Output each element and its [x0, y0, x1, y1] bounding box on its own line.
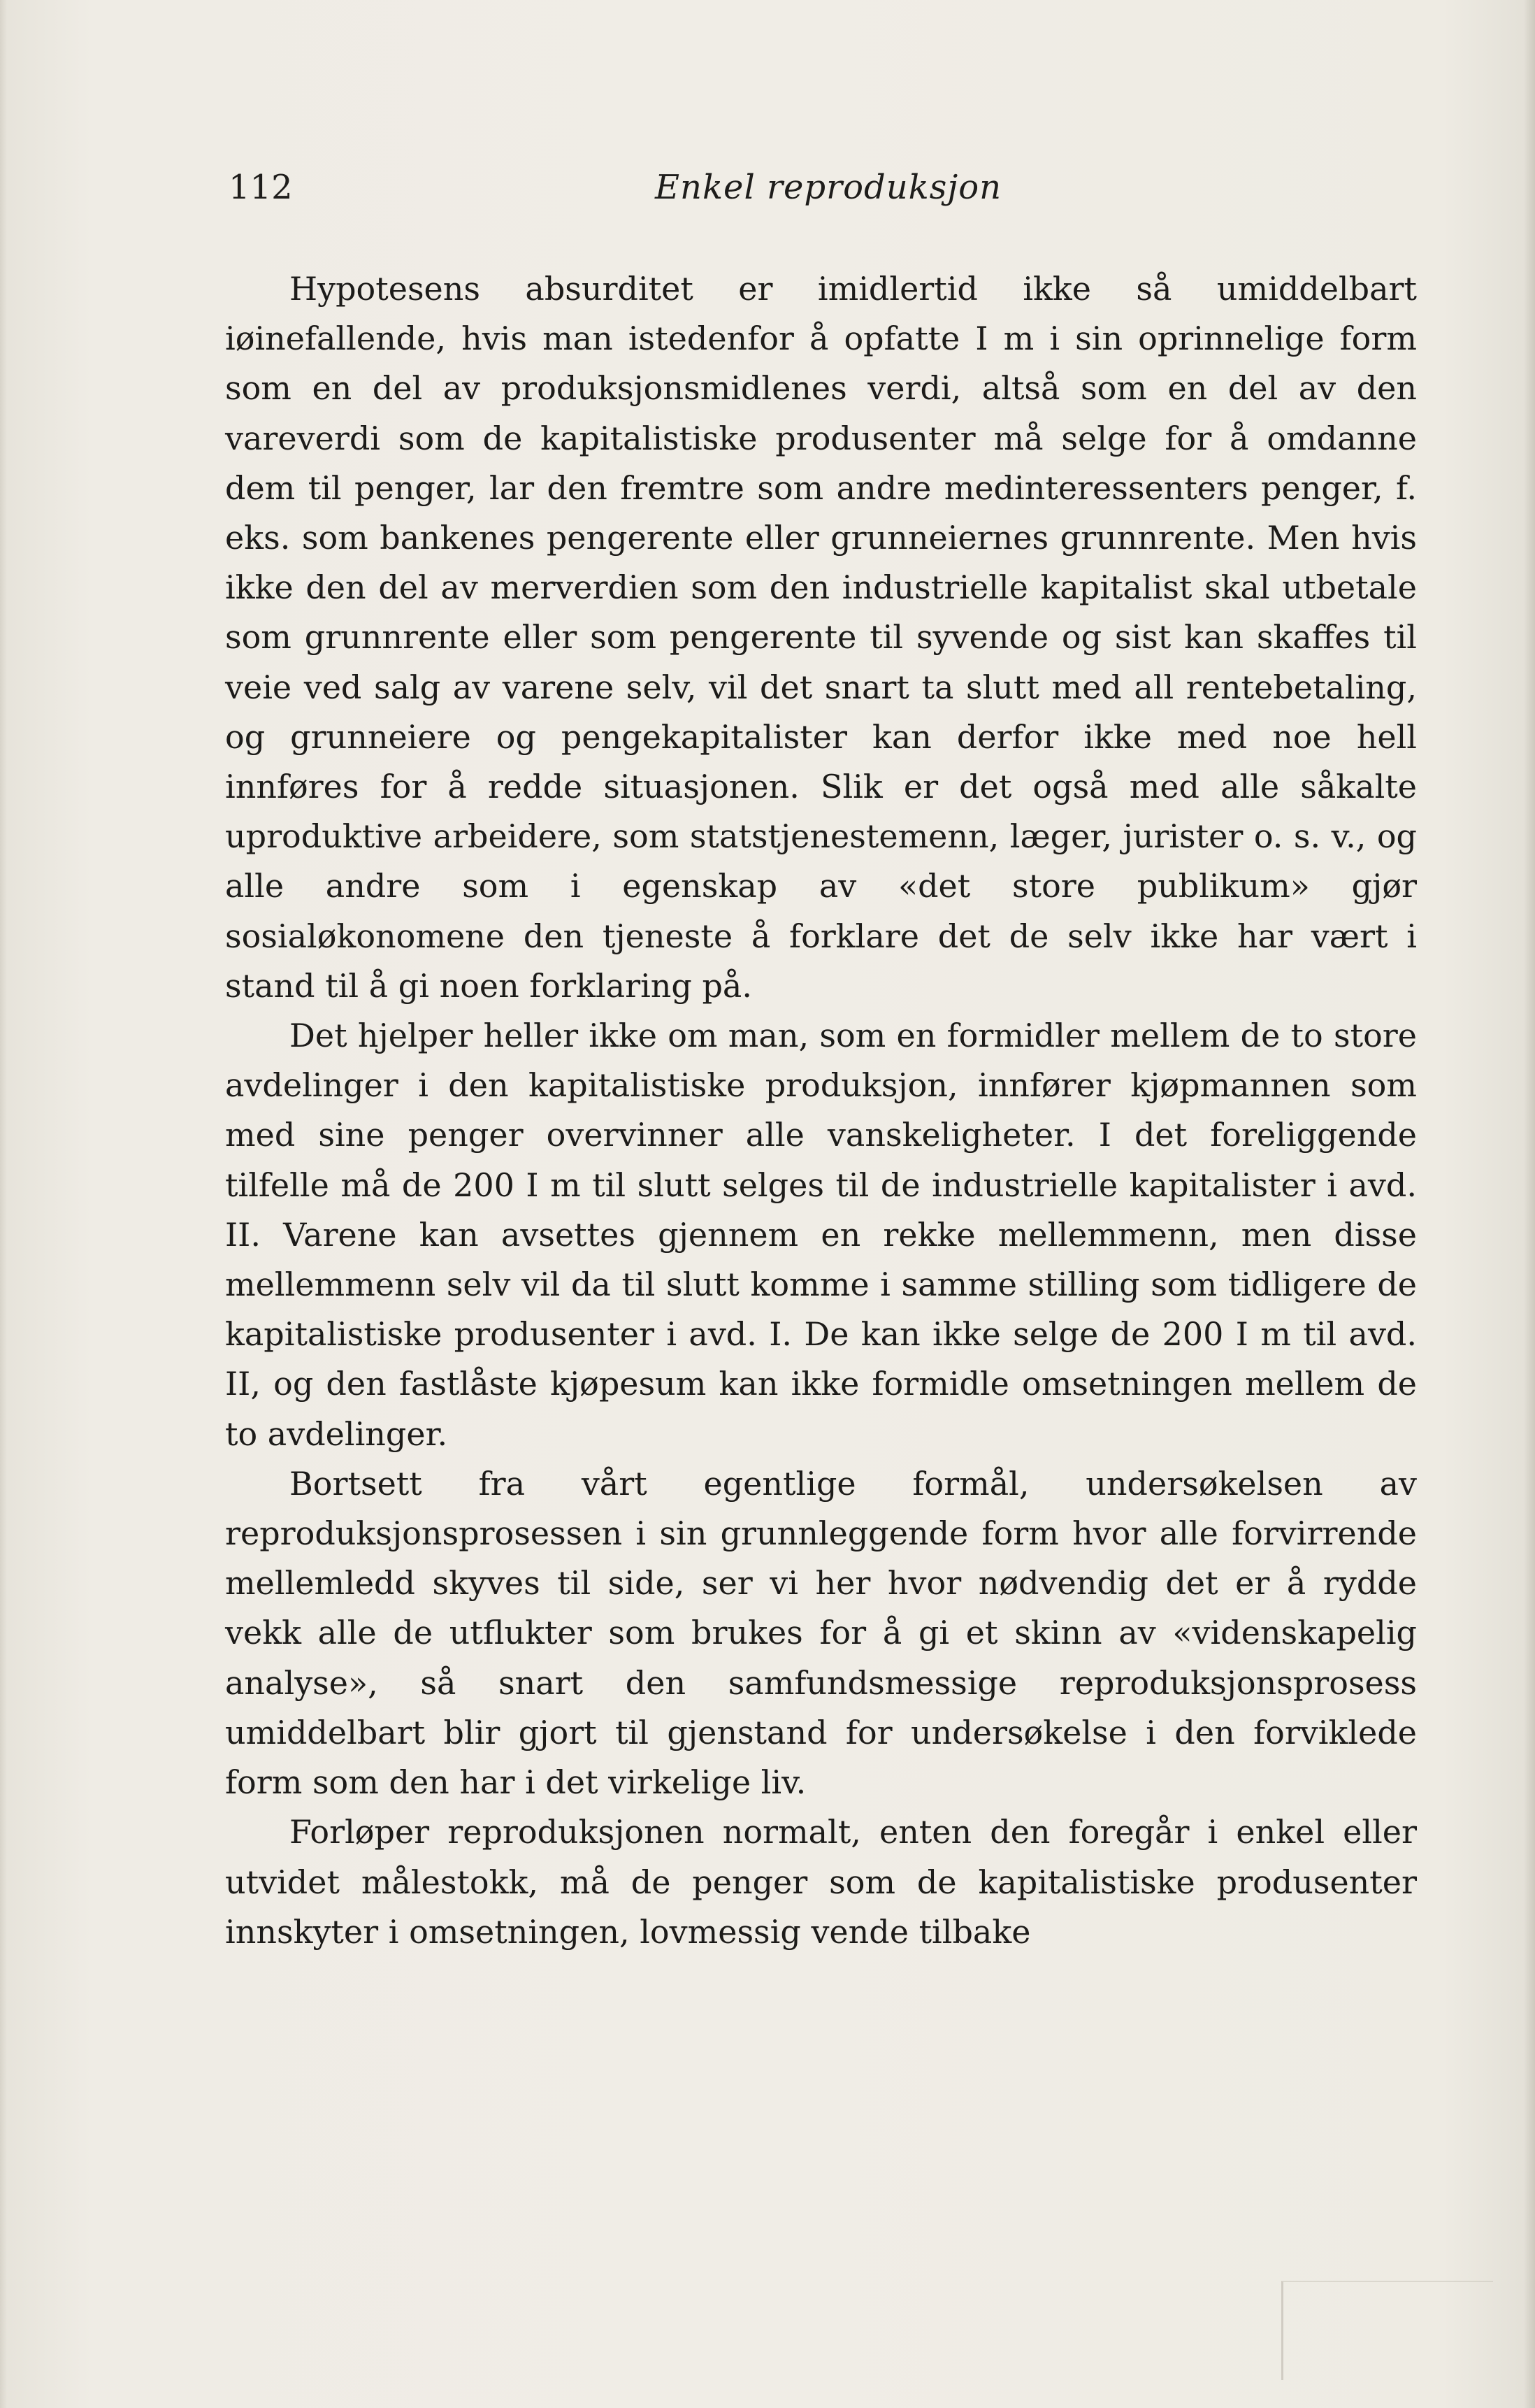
- paragraph: Forløper reproduksjonen normalt, enten den foregår i enkel eller utvidet målestokk, må de penger som de kapitalistiske produsenter innskyter i omsetningen, lovmessig vende tilbake: [225, 1813, 1417, 1951]
- page-right-shadow: [1524, 0, 1535, 2408]
- page-header: [229, 159, 1417, 215]
- paragraph: Det hjelper heller ikke om man, som en formidler mellem de to store avdelinger i den kapitalistiske produksjon, innfører kjøpmannen som med sine penger overvinner alle vanskeligheter. I det foreliggende tilfelle må de 200 I m til slutt selges til de industrielle kapitalister i avd. II. Varene kan avsettes gjennem en rekke mellemmenn, men disse mellemmenn selv vil da til slutt komme i samme stilling som tidligere de kapitalistiske produsenter i avd. I. De kan ikke selge de 200 I m til avd. II, og den fastlåste kjøpesum kan ikke formidle omsetningen mellem de to avdelinger.: [225, 1017, 1417, 1453]
- page-corner-mark: [1281, 2281, 1493, 2380]
- paragraph: Bortsett fra vårt egentlige formål, undersøkelsen av reproduksjonsprosessen i sin grunnleggende form hvor alle forvirrende mellemledd skyves til side, ser vi her hvor nødvendig det er å rydde vekk alle de utflukter som brukes for å gi et skinn av «videnskapelig analyse», så snart den samfundsmessige reproduksjonsprosess umiddelbart blir gjort til gjenstand for undersøkelse i den forviklede form som den har i det virkelige liv.: [225, 1464, 1417, 1802]
- page-left-shadow: [0, 0, 7, 2408]
- body-text: [225, 264, 1417, 1957]
- paragraph: Hypotesens absurditet er imidlertid ikke så umiddelbart iøinefallende, hvis man istedenfor å opfatte I m i sin oprinnelige form som en del av produksjonsmidlenes verdi, altså som en del av den vareverdi som de kapitalistiske produsenter må selge for å omdanne dem til penger, lar den fremtre som andre medinteressenters penger, f. eks. som bankenes pengerente eller grunneiernes grunnrente. Men hvis ikke den del av merverdien som den industrielle kapitalist skal utbetale som grunnrente eller som pengerente til syvende og sist kan skaffes til veie ved salg av varene selv, vil det snart ta slutt med all rentebetaling, og grunneiere og pengekapitalister kan derfor ikke med noe hell innføres for å redde situasjonen. Slik er det også med alle såkalte uproduktive arbeidere, som statstjenestemenn, læger, jurister o. s. v., og alle andre som i egenskap av «det store publikum» gjør sosialøkonomene den tjeneste å forklare det de selv ikke har vært i stand til å gi noen forklaring på.: [225, 270, 1417, 1005]
- page-number: 112: [229, 168, 293, 207]
- running-head: Enkel reproduksjon: [655, 168, 1002, 207]
